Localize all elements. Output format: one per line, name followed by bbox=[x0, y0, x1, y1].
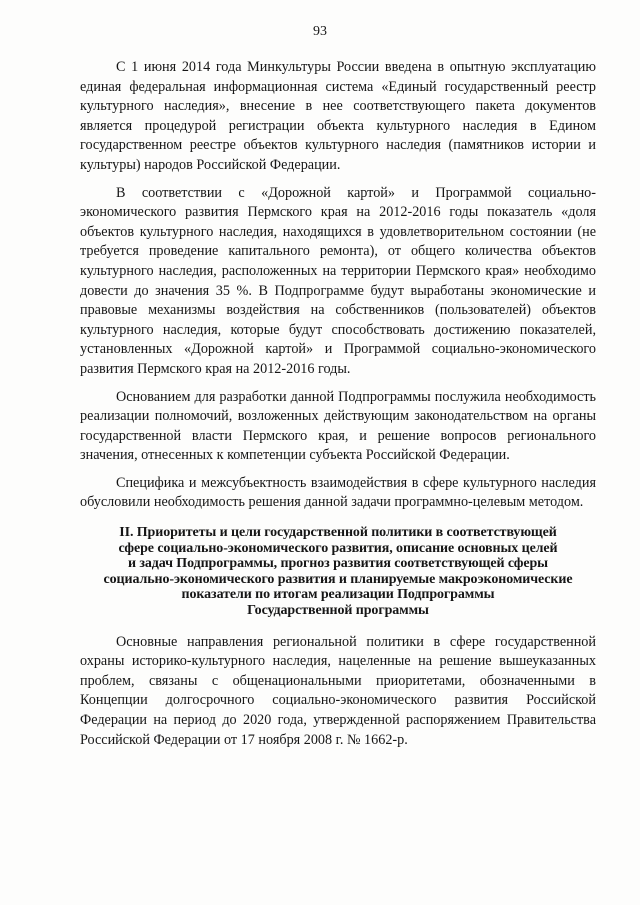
section-heading-line: сфере социально-экономического развития, описание основных целей bbox=[118, 540, 558, 556]
paragraph-registry-system: С 1 июня 2014 года Минкультуры России введена в опытную эксплуатацию единая федеральная информационная система «Единый государственный реестр культурного наследия», внесение в нее соответствующего пакета документов является процедурой регистрации объекта культурного наследия в Едином государственном реестре объектов культурного наследия (памятников истории и культуры) народов Российской Федерации. bbox=[80, 59, 596, 173]
section-heading-line: социально-экономического развития и планируемые макроэкономические bbox=[103, 571, 573, 587]
paragraph-policy-directions: Основные направления региональной политики в сфере государственной охраны историко-культурного наследия, нацеленные на решение вышеуказанных проблем, связаны с общенациональными приоритетами, обозначенными в Концепции долгосрочного социально-экономического развития Российской Федерации на период до 2020 года, утвержденной распоряжением Правительства Российской Федерации от 17 ноября 2008 г. № 1662-р. bbox=[80, 633, 596, 748]
section-heading-line: II. Приоритеты и цели государственной политики в соответствующей bbox=[119, 525, 557, 541]
section-heading bbox=[80, 525, 596, 619]
paragraph-road-map-target: В соответствии с «Дорожной картой» и Программой социально-экономического развития Пермского края на 2012-2016 годы показатель «доля объектов культурного наследия, находящихся в удовлетворительном состоянии (не требуется проведение капитального ремонта), от общего количества объектов культурного наследия, расположенных на территории Пермского края» необходимо довести до значения 35 %. В Подпрограмме будут выработаны экономические и правовые механизмы воздействия на собственников (пользователей) объектов культурного наследия, которые будут способствовать достижению показателей, установленных «Дорожной картой» и Программой социально-экономического развития Пермского края на 2012-2016 годы. bbox=[80, 184, 596, 377]
page-content bbox=[80, 58, 596, 758]
paragraph-specifics: Специфика и межсубъектность взаимодействия в сфере культурного наследия обусловили необходимость решения данной задачи программно-целевым методом. bbox=[80, 474, 596, 511]
paragraph-basis: Основанием для разработки данной Подпрограммы послужила необходимость реализации полномочий, возложенных действующим законодательством на органы государственной власти Пермского края, и решение вопросов регионального значения, отнесенных к компетенции субъекта Российской Федерации. bbox=[80, 388, 596, 464]
section-heading-line: и задач Подпрограммы, прогноз развития соответствующей сферы bbox=[128, 556, 548, 572]
section-heading-line: Государственной программы bbox=[247, 603, 429, 619]
page-number: 93 bbox=[313, 24, 327, 39]
section-heading-line: показатели по итогам реализации Подпрограммы bbox=[181, 587, 495, 603]
